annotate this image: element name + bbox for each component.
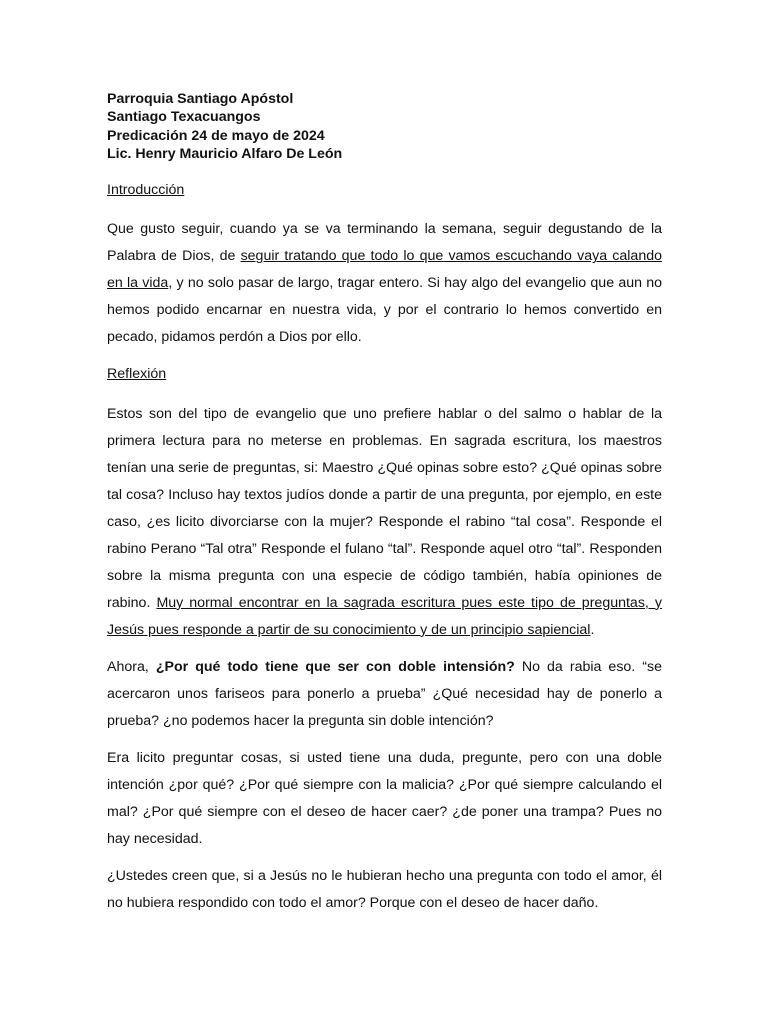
p1-text-end: . <box>590 621 595 638</box>
reflection-paragraph-3: Era licito preguntar cosas, si usted tiene una duda, pregunte, pero con una doble intención ¿por qué? ¿Por qué siempre con la malicia? ¿Por qué siempre calculando el mal? ¿Por qué siempre con el deseo de hacer caer? ¿de poner una trampa? Pues no hay necesidad. <box>107 749 662 847</box>
sermon-date: Predicación 24 de mayo de 2024 <box>107 127 325 144</box>
p2-bold-question: ¿Por qué todo tiene que ser con doble intensión? <box>155 658 515 675</box>
p2-text-end: No da rabia eso. “se acercaron unos fariseos para ponerlo a prueba” ¿Qué necesidad hay de ponerlo a prueba? ¿no podemos hacer la pregunta sin doble intención? <box>107 658 662 729</box>
intro-text-start: Que gusto seguir, cuando ya se va terminando la semana, seguir degustando de la Palabra de Dios, de <box>107 221 662 265</box>
reflection-paragraph-4: ¿Ustedes creen que, si a Jesús no le hubieran hecho una pregunta con todo el amor, él no hubiera respondido con todo el amor? Porque con el deseo de hacer daño. <box>107 867 662 911</box>
document-page <box>107 90 662 927</box>
reflection-paragraph-1 <box>107 401 662 644</box>
p2-text-start: Ahora, <box>107 658 156 675</box>
reflection-heading: Reflexión <box>107 366 167 383</box>
p1-text-start: Estos son del tipo de evangelio que uno prefiere hablar o del salmo o hablar de la primera lectura para no meterse en problemas. En sagrada escritura, los maestros tenían una serie de preguntas, si: Maestro ¿Qué opinas sobre esto? ¿Qué opinas sobre tal cosa? Incluso hay textos judíos donde a partir de una pregunta, por ejemplo, en este caso, ¿es licito divorciarse con la mujer? Responde el rabino “tal cosa”. Responde el rabino Perano “Tal otra” Responde el fulano “tal”. Responde aquel otro “tal”. Responden sobre la misma pregunta con una especie de código también, había opiniones de rabino. <box>107 405 662 611</box>
reflection-paragraph-2 <box>107 654 662 735</box>
place-name: Santiago Texacuangos <box>107 109 261 126</box>
author-name: Lic. Henry Mauricio Alfaro De León <box>107 145 343 162</box>
intro-text-end: , y no solo pasar de largo, tragar entero. Si hay algo del evangelio que aun no hemos podido encarnar en nuestra vida, y por el contrario lo hemos convertido en pecado, pidamos perdón a Dios por ello. <box>107 275 663 346</box>
p1-underlined-text: Muy normal encontrar en la sagrada escritura pues este tipo de preguntas, y Jesús pues responde a partir de su conocimiento y de un principio sapiencial <box>107 594 662 638</box>
intro-underlined-text: seguir tratando que todo lo que vamos escuchando vaya calando en la vida <box>107 248 662 292</box>
parish-name: Parroquia Santiago Apóstol <box>107 91 294 107</box>
document-header <box>107 90 662 163</box>
intro-paragraph <box>107 216 662 351</box>
intro-heading: Introducción <box>107 182 185 199</box>
